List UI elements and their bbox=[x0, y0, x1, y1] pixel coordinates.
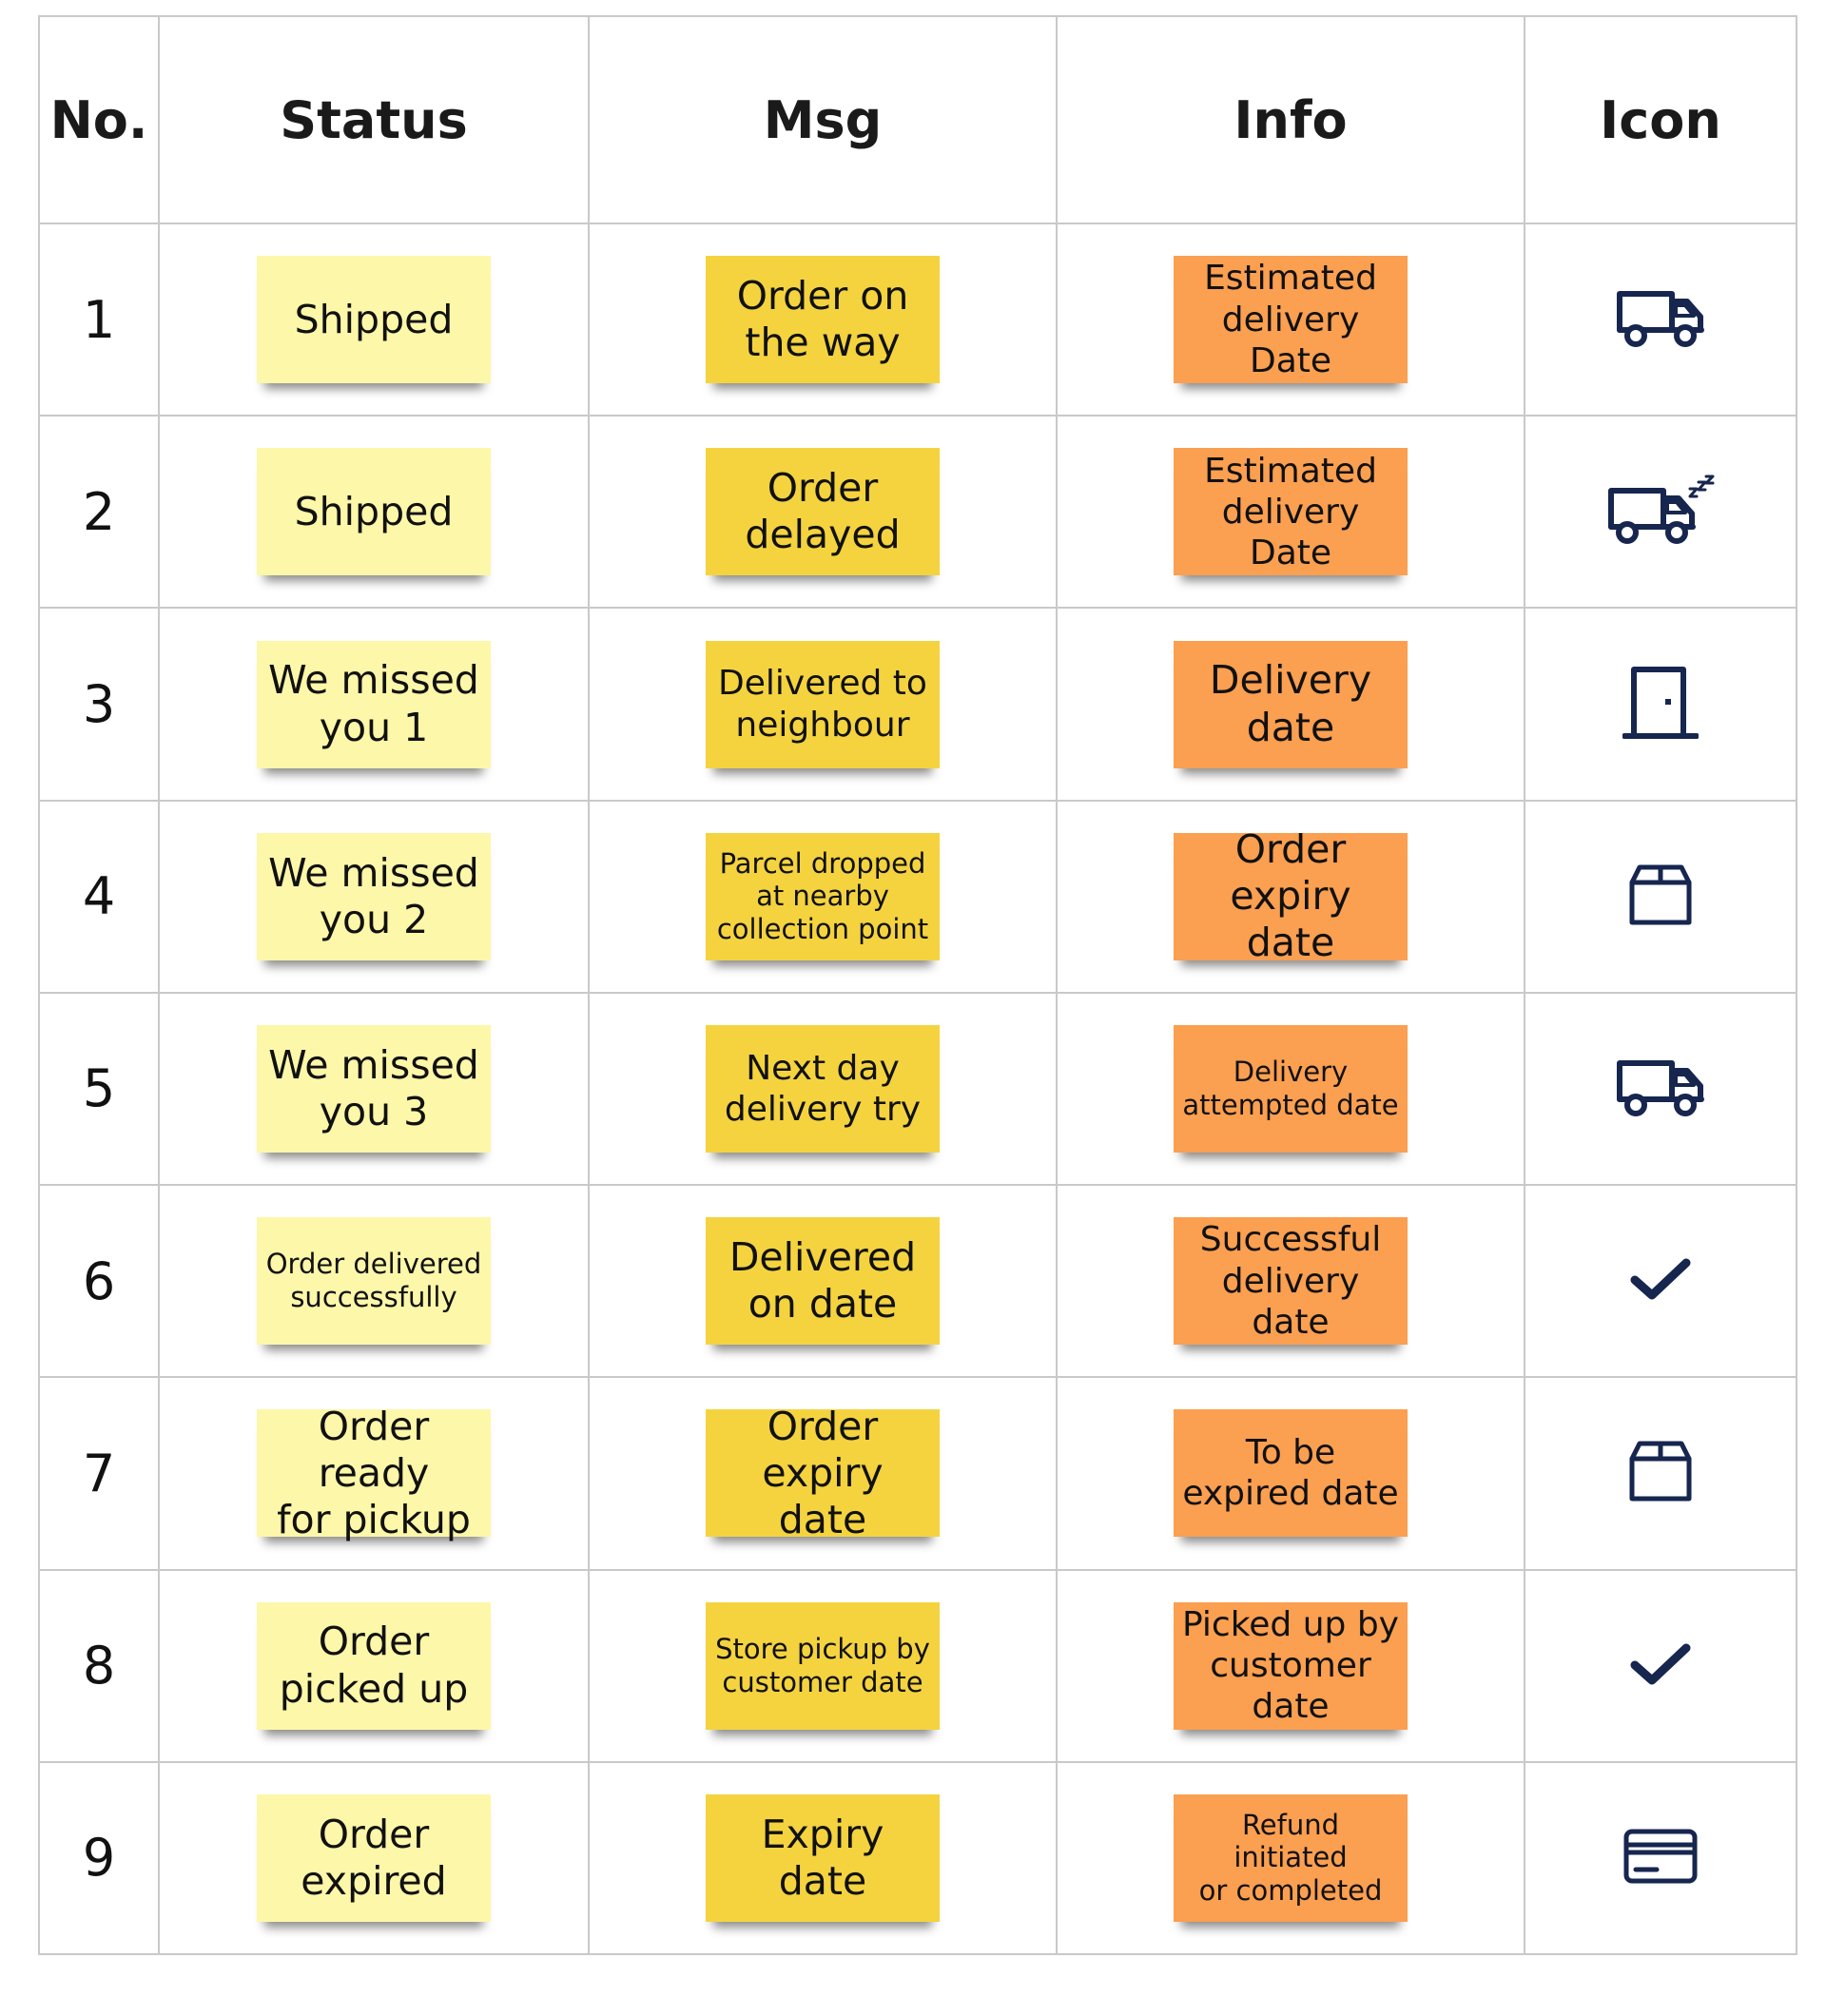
msg-cell bbox=[589, 1377, 1057, 1569]
header-icon: Icon bbox=[1525, 16, 1797, 223]
status-cell bbox=[159, 416, 589, 608]
icon-cell bbox=[1525, 1185, 1797, 1377]
status-note: We missed you 3 bbox=[257, 1025, 491, 1153]
credit-card-icon bbox=[1622, 1828, 1699, 1885]
info-note: Delivery attempted date bbox=[1174, 1025, 1408, 1153]
icon-cell bbox=[1525, 416, 1797, 608]
msg-cell bbox=[589, 1570, 1057, 1762]
status-cell bbox=[159, 1762, 589, 1954]
info-note: To be expired date bbox=[1174, 1409, 1408, 1537]
delivery-status-table bbox=[38, 15, 1797, 1955]
status-cell bbox=[159, 993, 589, 1185]
header-no: No. bbox=[39, 16, 159, 223]
truck-icon bbox=[1615, 286, 1706, 349]
info-note: Picked up by customer date bbox=[1174, 1602, 1408, 1730]
status-cell bbox=[159, 1377, 589, 1569]
status-note: Order delivered successfully bbox=[257, 1217, 491, 1345]
info-note: Order expiry date bbox=[1174, 833, 1408, 960]
table-row bbox=[39, 993, 1797, 1185]
box-icon bbox=[1628, 863, 1693, 926]
info-cell bbox=[1057, 1185, 1525, 1377]
icon-cell bbox=[1525, 993, 1797, 1185]
info-cell bbox=[1057, 801, 1525, 993]
info-cell bbox=[1057, 1570, 1525, 1762]
msg-note: Order on the way bbox=[706, 256, 940, 383]
header-status: Status bbox=[159, 16, 589, 223]
icon-cell bbox=[1525, 1377, 1797, 1569]
row-number: 1 bbox=[39, 223, 159, 416]
status-cell bbox=[159, 608, 589, 800]
icon-cell bbox=[1525, 1762, 1797, 1954]
checkmark-icon bbox=[1629, 1642, 1692, 1686]
row-number: 9 bbox=[39, 1762, 159, 1954]
info-cell bbox=[1057, 1762, 1525, 1954]
status-cell bbox=[159, 1570, 589, 1762]
table-row bbox=[39, 416, 1797, 608]
status-note: Order expired bbox=[257, 1794, 491, 1922]
status-note: Shipped bbox=[257, 256, 491, 383]
status-cell bbox=[159, 801, 589, 993]
table-row bbox=[39, 1762, 1797, 1954]
table-row bbox=[39, 801, 1797, 993]
info-cell bbox=[1057, 1377, 1525, 1569]
msg-note: Expiry date bbox=[706, 1794, 940, 1922]
header-msg: Msg bbox=[589, 16, 1057, 223]
header-row bbox=[39, 16, 1797, 223]
status-note: Order ready for pickup bbox=[257, 1409, 491, 1537]
row-number: 5 bbox=[39, 993, 159, 1185]
info-note: Refund initiated or completed bbox=[1174, 1794, 1408, 1922]
row-number: 4 bbox=[39, 801, 159, 993]
msg-cell bbox=[589, 223, 1057, 416]
icon-cell bbox=[1525, 1570, 1797, 1762]
icon-cell bbox=[1525, 223, 1797, 416]
status-cell bbox=[159, 1185, 589, 1377]
msg-cell bbox=[589, 801, 1057, 993]
door-icon bbox=[1622, 666, 1699, 740]
status-cell bbox=[159, 223, 589, 416]
msg-note: Order delayed bbox=[706, 448, 940, 575]
msg-cell bbox=[589, 608, 1057, 800]
info-note: Estimated delivery Date bbox=[1174, 448, 1408, 575]
status-note: We missed you 2 bbox=[257, 833, 491, 960]
status-note: We missed you 1 bbox=[257, 641, 491, 768]
row-number: 8 bbox=[39, 1570, 159, 1762]
row-number: 7 bbox=[39, 1377, 159, 1569]
msg-note: Parcel dropped at nearby collection point bbox=[706, 833, 940, 960]
info-cell bbox=[1057, 993, 1525, 1185]
box-icon bbox=[1628, 1440, 1693, 1502]
icon-cell bbox=[1525, 608, 1797, 800]
checkmark-icon bbox=[1629, 1257, 1692, 1301]
table-row bbox=[39, 223, 1797, 416]
msg-note: Delivered to neighbour bbox=[706, 641, 940, 768]
status-note: Order picked up bbox=[257, 1602, 491, 1730]
row-number: 2 bbox=[39, 416, 159, 608]
info-note: Estimated delivery Date bbox=[1174, 256, 1408, 383]
msg-cell bbox=[589, 1762, 1057, 1954]
msg-note: Store pickup by customer date bbox=[706, 1602, 940, 1730]
msg-cell bbox=[589, 416, 1057, 608]
row-number: 3 bbox=[39, 608, 159, 800]
status-note: Shipped bbox=[257, 448, 491, 575]
info-cell bbox=[1057, 223, 1525, 416]
info-note: Delivery date bbox=[1174, 641, 1408, 768]
msg-note: Delivered on date bbox=[706, 1217, 940, 1345]
table-row bbox=[39, 608, 1797, 800]
row-number: 6 bbox=[39, 1185, 159, 1377]
truck-icon bbox=[1615, 1056, 1706, 1118]
msg-cell bbox=[589, 993, 1057, 1185]
msg-cell bbox=[589, 1185, 1057, 1377]
info-note: Successful delivery date bbox=[1174, 1217, 1408, 1345]
msg-note: Order expiry date bbox=[706, 1409, 940, 1537]
info-cell bbox=[1057, 416, 1525, 608]
table-row bbox=[39, 1377, 1797, 1569]
header-info: Info bbox=[1057, 16, 1525, 223]
icon-cell bbox=[1525, 801, 1797, 993]
truck-sleeping-icon bbox=[1606, 474, 1715, 546]
info-cell bbox=[1057, 608, 1525, 800]
msg-note: Next day delivery try bbox=[706, 1025, 940, 1153]
table-row bbox=[39, 1570, 1797, 1762]
table-row bbox=[39, 1185, 1797, 1377]
